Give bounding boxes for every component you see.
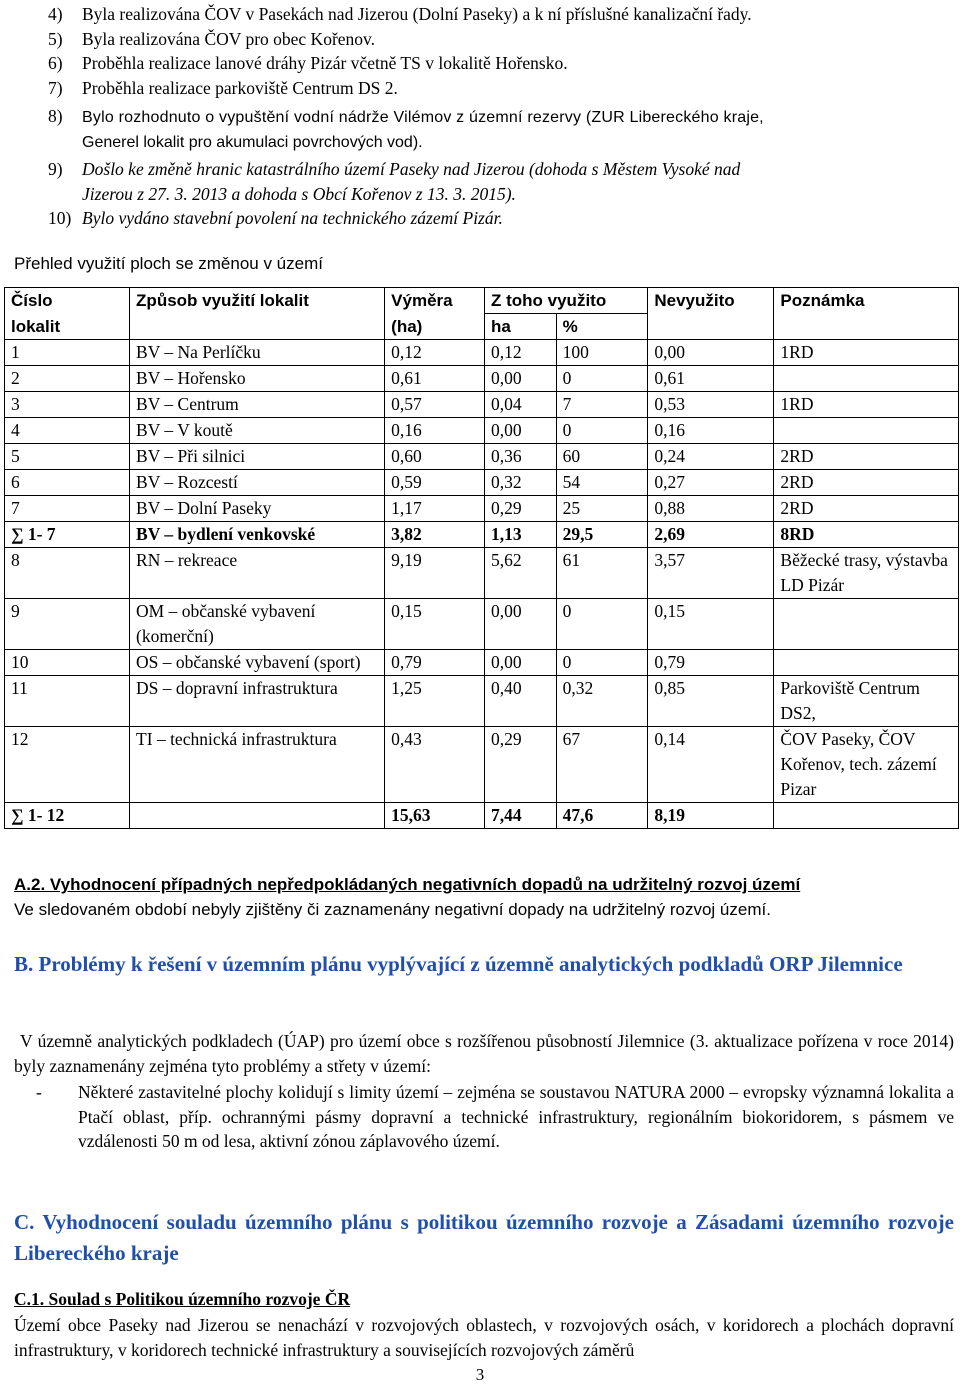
cell-percent: 0,32 [556,676,648,727]
cell-vymera: 9,19 [385,548,485,599]
cell-poznamka [774,418,959,444]
cell-poznamka: Běžecké trasy, výstavba LD Pizár [774,548,959,599]
section-c-heading: C. Vyhodnocení souladu územního plánu s politikou územního rozvoje a Zásadami územního rozvoje Libereckého kraje [14,1210,954,1265]
cell-nevyuzito: 0,85 [648,676,774,727]
cell-cislo: 5 [5,444,130,470]
cell-cislo: 3 [5,392,130,418]
section-a2-text: Ve sledovaném období nebyly zjištěny či zaznamenány negativní dopady na udržitelný rozvoj území. [14,900,771,919]
cell-nevyuzito: 0,53 [648,392,774,418]
land-use-table [4,287,959,829]
cell-poznamka [774,650,959,676]
section-b-heading: B. Problémy k řešení v územním plánu vyplývající z územně analytických podkladů ORP Jilemnice [14,952,903,976]
table-row [5,727,959,803]
header-blank [774,314,959,340]
list-item: 9) Došlo ke změně hranic katastrálního území Paseky nad Jizerou (dohoda s Městem Vysoké nad Jizerou z 27. 3. 2013 a dohoda s Obcí Kořenov z 13. 3. 2015). [48,159,741,204]
cell-percent: 67 [556,727,648,803]
bullet-mark: - [36,1082,42,1102]
cell-cislo: 7 [5,496,130,522]
cell-zpusob: BV – Hořensko [130,366,385,392]
table-row [5,340,959,366]
cell-poznamka: 1RD [774,340,959,366]
cell-percent: 7 [556,392,648,418]
cell-vymera: 1,17 [385,496,485,522]
header-blank [648,314,774,340]
cell-ha: 5,62 [485,548,557,599]
cell-cislo: 2 [5,366,130,392]
cell-zpusob: BV – V koutě [130,418,385,444]
header-poznamka: Poznámka [774,288,959,314]
cell-poznamka: ČOV Paseky, ČOV Kořenov, tech. zázemí Pizar [774,727,959,803]
header-ha: ha [485,314,557,340]
cell-vymera: 0,15 [385,599,485,650]
table-row [5,418,959,444]
cell-ha: 0,00 [485,599,557,650]
table-row [5,444,959,470]
list-item: 6) Proběhla realizace lanové dráhy Pizár včetně TS v lokalitě Hořensko. [48,53,568,73]
cell-poznamka: 2RD [774,496,959,522]
table-row [5,366,959,392]
cell-cislo: 10 [5,650,130,676]
cell-cislo: 6 [5,470,130,496]
cell-vymera: 1,25 [385,676,485,727]
cell-poznamka [774,599,959,650]
cell-vymera: 0,16 [385,418,485,444]
cell-ha: 7,44 [485,803,557,829]
cell-percent: 100 [556,340,648,366]
table-row [5,392,959,418]
cell-zpusob: BV – Při silnici [130,444,385,470]
header-lokalit: lokalit [5,314,130,340]
cell-nevyuzito: 0,16 [648,418,774,444]
header-zpusob: Způsob využití lokalit [130,288,385,314]
section-a2-heading: A.2. Vyhodnocení případných nepředpokládaných negativních dopadů na udržitelný rozvoj území [14,875,801,894]
cell-cislo: 9 [5,599,130,650]
cell-nevyuzito: 0,15 [648,599,774,650]
cell-poznamka [774,803,959,829]
cell-cislo: ∑ 1- 12 [5,803,130,829]
table-title: Přehled využití ploch se změnou v území [14,254,323,273]
cell-cislo: 4 [5,418,130,444]
cell-percent: 61 [556,548,648,599]
table-row [5,599,959,650]
cell-nevyuzito: 3,57 [648,548,774,599]
numbered-list [14,2,954,231]
cell-vymera: 0,61 [385,366,485,392]
cell-ha: 0,04 [485,392,557,418]
cell-vymera: 0,60 [385,444,485,470]
list-item: 10) Bylo vydáno stavební povolení na technického zázemí Pizár. [48,208,503,228]
cell-ha: 0,00 [485,650,557,676]
cell-percent: 0 [556,366,648,392]
cell-percent: 0 [556,650,648,676]
list-item: 8) Bylo rozhodnuto o vypuštění vodní nádrže Vilémov z územní rezervy (ZUR Libereckého kraje, Generel lokalit pro akumulaci povrchových vod). [48,106,764,151]
cell-percent: 25 [556,496,648,522]
list-item: 5) Byla realizována ČOV pro obec Kořenov. [48,28,376,49]
cell-zpusob: BV – Centrum [130,392,385,418]
section-c1-heading: C.1. Soulad s Politikou územního rozvoje ČR [14,1289,351,1309]
cell-ha: 0,29 [485,496,557,522]
cell-zpusob: RN – rekreace [130,548,385,599]
cell-vymera: 0,59 [385,470,485,496]
cell-zpusob: BV – Dolní Paseky [130,496,385,522]
header-vymera: Výměra [385,288,485,314]
cell-nevyuzito: 0,61 [648,366,774,392]
cell-ha: 0,29 [485,727,557,803]
cell-percent: 47,6 [556,803,648,829]
cell-poznamka: Parkoviště Centrum DS2, [774,676,959,727]
header-vyuzito: Z toho využito [485,288,648,314]
cell-poznamka: 1RD [774,392,959,418]
cell-poznamka: 8RD [774,522,959,548]
cell-cislo: 11 [5,676,130,727]
cell-nevyuzito: 0,27 [648,470,774,496]
cell-zpusob: BV – Na Perlíčku [130,340,385,366]
header-cislo: Číslo [5,288,130,314]
cell-nevyuzito: 0,88 [648,496,774,522]
cell-percent: 0 [556,599,648,650]
cell-percent: 60 [556,444,648,470]
section-b-bullet: Některé zastavitelné plochy kolidují s limity území – zejména se soustavou NATURA 2000 – evropsky významná lokalita a Ptačí oblast, příp. ochrannými pásmy dopravní a technické infrastruktury, regionálním biokoridorem, s pásmem ve vzdálenosti 50 m od lesa, aktivní zónou záplavového území. [78,1082,954,1151]
cell-poznamka: 2RD [774,470,959,496]
cell-zpusob: BV – bydlení venkovské [130,522,385,548]
cell-vymera: 0,57 [385,392,485,418]
header-percent: % [556,314,648,340]
cell-cislo: ∑ 1- 7 [5,522,130,548]
cell-nevyuzito: 2,69 [648,522,774,548]
cell-nevyuzito: 0,79 [648,650,774,676]
cell-zpusob: TI – technická infrastruktura [130,727,385,803]
cell-percent: 0 [556,418,648,444]
cell-vymera: 0,43 [385,727,485,803]
table-row [5,470,959,496]
table-header-row [5,314,959,340]
list-item: 7) Proběhla realizace parkoviště Centrum DS 2. [48,77,398,98]
cell-ha: 1,13 [485,522,557,548]
cell-percent: 29,5 [556,522,648,548]
header-ha-unit: (ha) [385,314,485,340]
cell-nevyuzito: 0,00 [648,340,774,366]
header-blank [130,314,385,340]
cell-ha: 0,32 [485,470,557,496]
cell-zpusob: BV – Rozcestí [130,470,385,496]
cell-ha: 0,12 [485,340,557,366]
cell-ha: 0,40 [485,676,557,727]
table-row [5,803,959,829]
cell-ha: 0,36 [485,444,557,470]
cell-zpusob: OS – občanské vybavení (sport) [130,650,385,676]
section-c1-text: Území obce Paseky nad Jizerou se nenachází v rozvojových oblastech, v rozvojových osách, v koridorech a plochách dopravní infrastruktury, v koridorech technické infrastruktury a souvisejících rozvojových záměrů [14,1315,954,1360]
cell-ha: 0,00 [485,366,557,392]
cell-nevyuzito: 8,19 [648,803,774,829]
cell-cislo: 8 [5,548,130,599]
cell-vymera: 15,63 [385,803,485,829]
cell-nevyuzito: 0,24 [648,444,774,470]
cell-cislo: 1 [5,340,130,366]
cell-poznamka [774,366,959,392]
cell-percent: 54 [556,470,648,496]
cell-vymera: 0,79 [385,650,485,676]
table-row [5,676,959,727]
cell-vymera: 3,82 [385,522,485,548]
cell-nevyuzito: 0,14 [648,727,774,803]
table-row [5,650,959,676]
table-header-row [5,288,959,314]
cell-cislo: 12 [5,727,130,803]
page-number: 3 [475,1365,485,1384]
cell-zpusob: DS – dopravní infrastruktura [130,676,385,727]
cell-ha: 0,00 [485,418,557,444]
list-item: 4) Byla realizována ČOV v Pasekách nad Jizerou (Dolní Paseky) a k ní příslušné kanalizační řady. [48,4,752,24]
section-b-text: V územně analytických podkladech (ÚAP) pro území obce s rozšířenou působností Jilemnice (3. aktualizace pořízena v roce 2014) byly zaznamenány zejména tyto problémy a střety v území: [14,1031,954,1076]
header-nevyuzito: Nevyužito [648,288,774,314]
table-row [5,496,959,522]
cell-zpusob: OM – občanské vybavení (komerční) [130,599,385,650]
table-row [5,548,959,599]
cell-vymera: 0,12 [385,340,485,366]
table-row [5,522,959,548]
cell-poznamka: 2RD [774,444,959,470]
cell-zpusob [130,803,385,829]
